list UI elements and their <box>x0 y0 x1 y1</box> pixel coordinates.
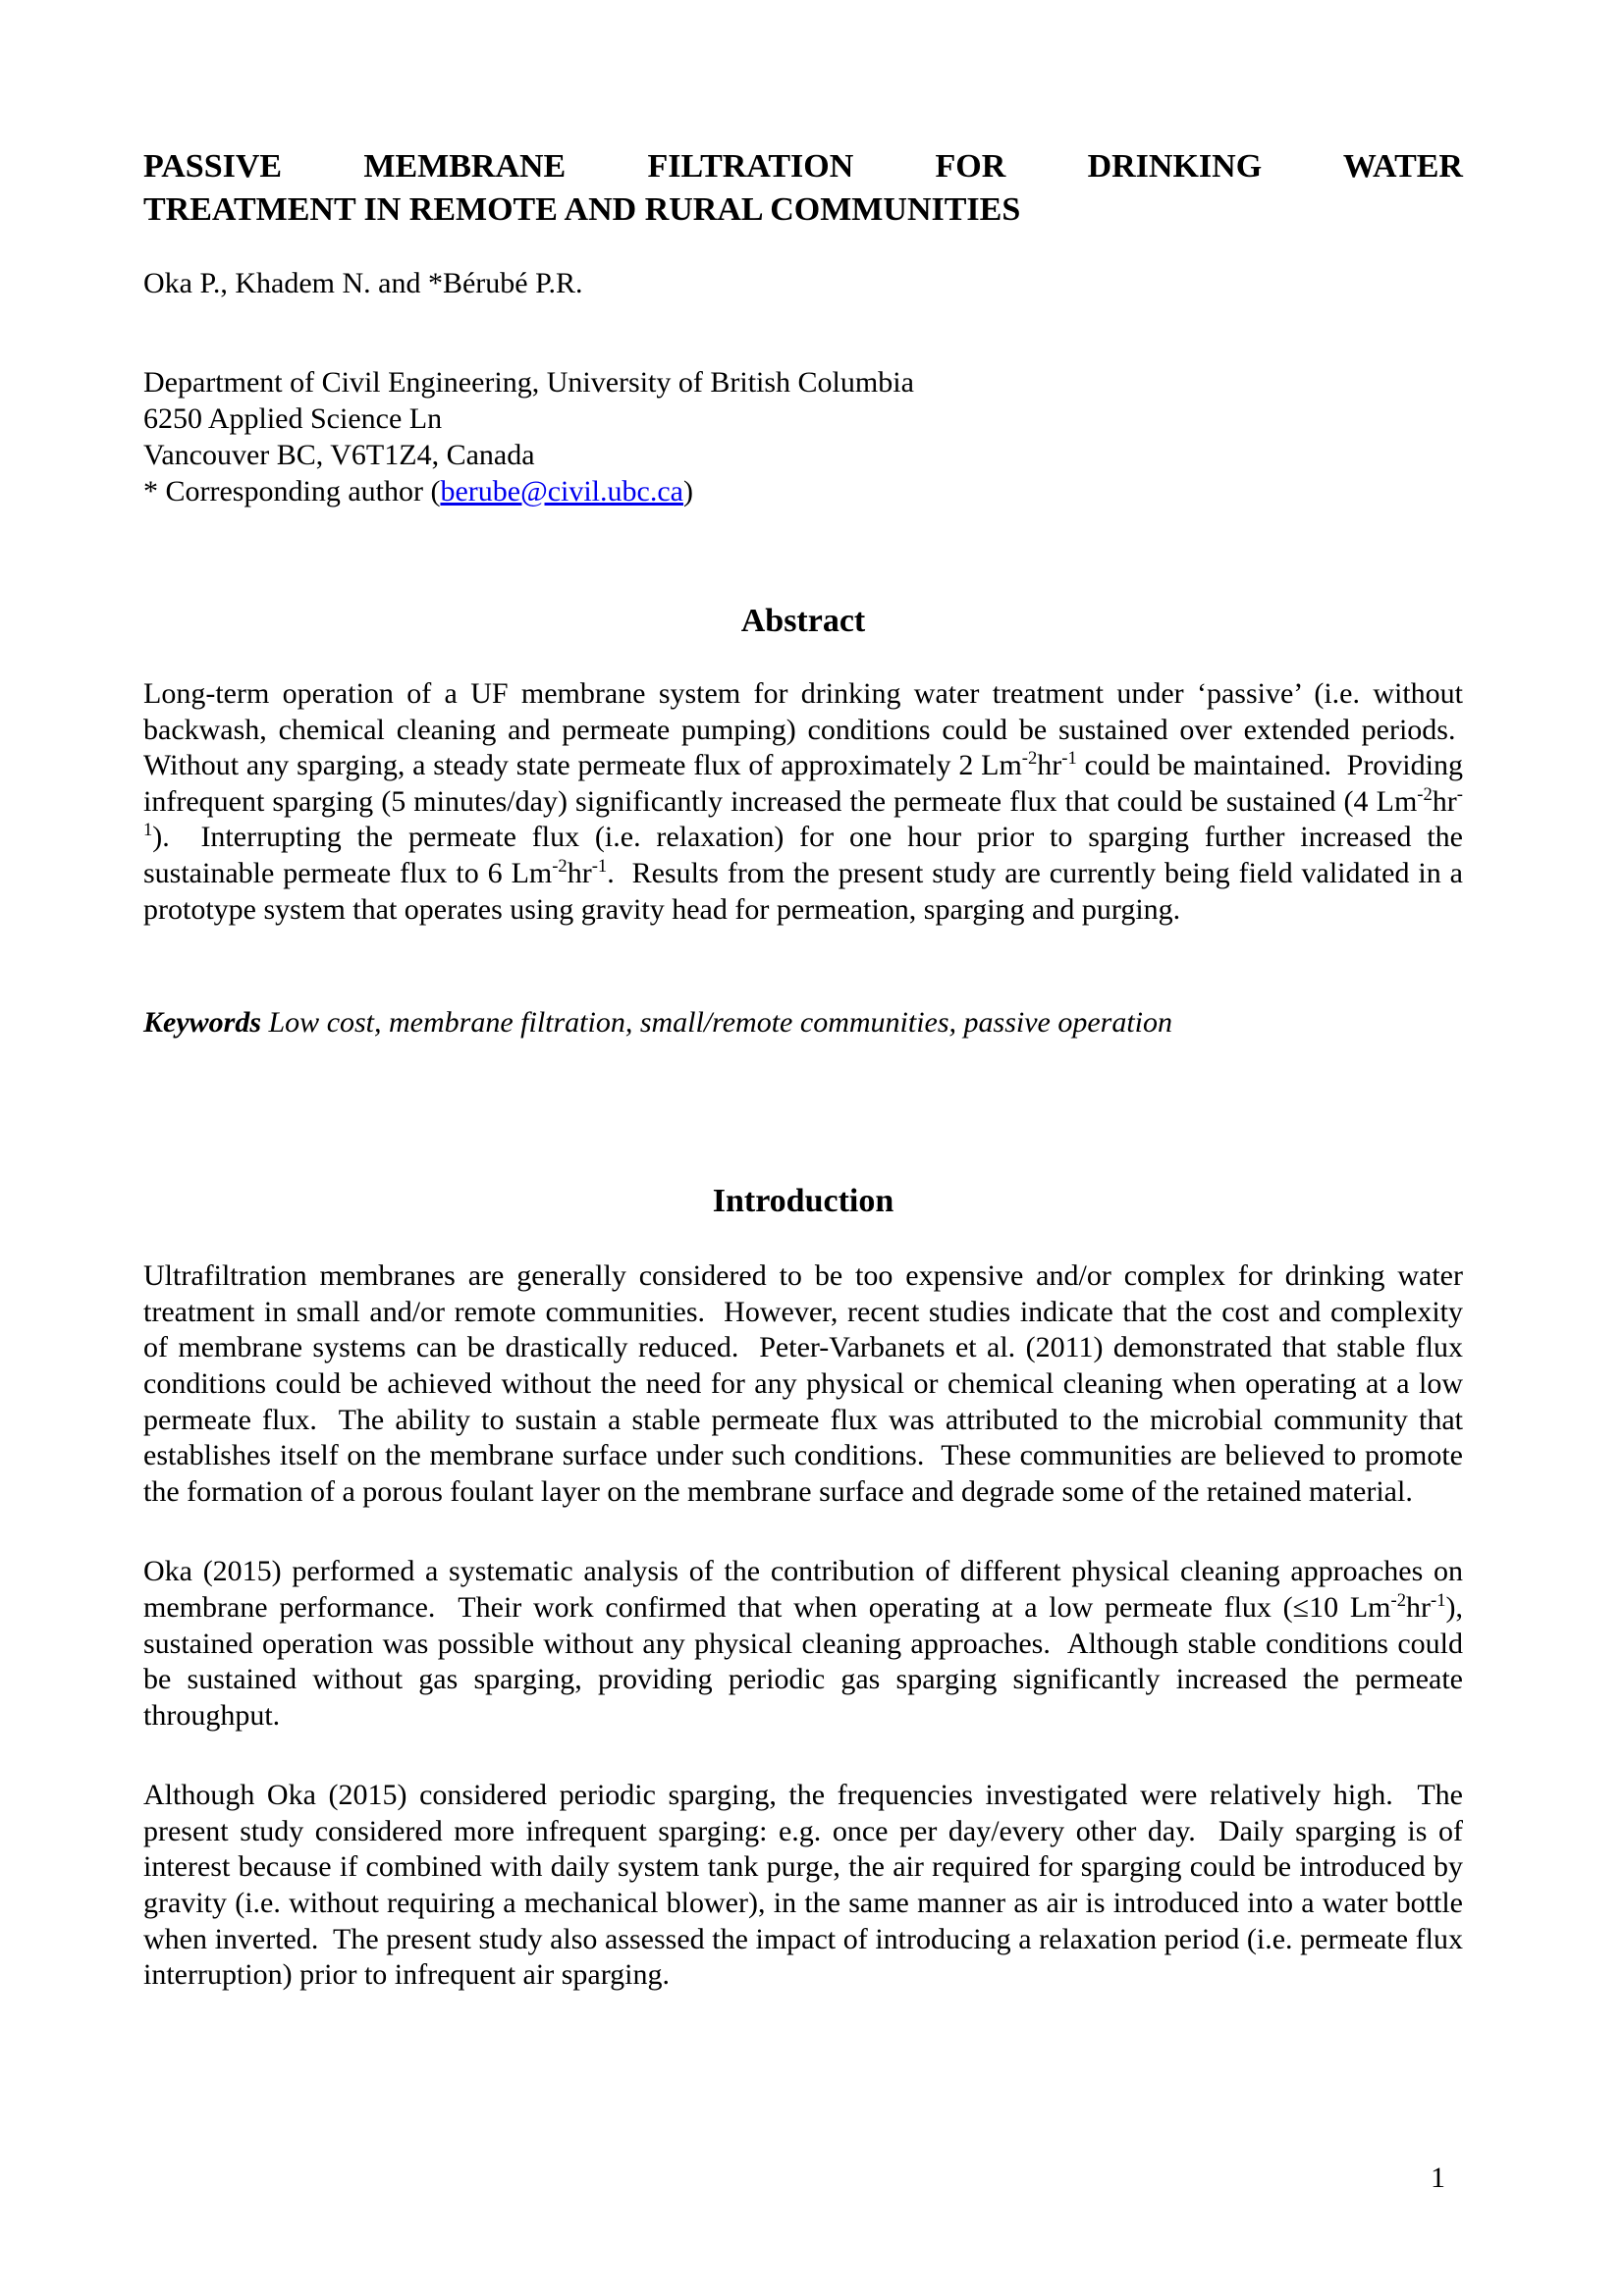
intro-paragraph-1: Ultrafiltration membranes are generally considered to be too expensive and/or complex for drinking water treatment in small and/or remote communities. However, recent studies indicate that the cost and complexity of membrane systems can be drastically reduced. Peter-Varbanets et al. (2011) demonstrated that stable flux conditions could be achieved without the need for any physical or chemical cleaning when operating at a low permeate flux. The ability to sustain a stable permeate flux was attributed to the microbial community that establishes itself on the membrane surface under such conditions. These communities are believed to promote the formation of a porous foulant layer on the membrane surface and degrade some of the retained material. <box>143 1259 1463 1508</box>
intro-paragraph-3: Although Oka (2015) considered periodic sparging, the frequencies investigated were relatively high. The present study considered more infrequent sparging: e.g. once per day/every other day. Daily sparging is of interest because if combined with daily system tank purge, the air required for sparging could be introduced by gravity (i.e. without requiring a mechanical blower), in the same manner as air is introduced into a water bottle when inverted. The present study also assessed the impact of introducing a relaxation period (i.e. permeate flux interruption) prior to infrequent air sparging. <box>143 1779 1463 1992</box>
affiliation-line-department: Department of Civil Engineering, University of British Columbia <box>143 366 914 399</box>
affiliation-line-street: 6250 Applied Science Ln <box>143 402 443 435</box>
email-link[interactable]: berube@civil.ubc.ca <box>440 475 683 507</box>
paper-title-line-2: TREATMENT IN REMOTE AND RURAL COMMUNITIES <box>143 191 1021 228</box>
corresponding-author-line: * Corresponding author (berube@civil.ubc.ca) <box>143 475 693 507</box>
paper-title-line-1: PASSIVE MEMBRANE FILTRATION FOR DRINKING WATER <box>143 148 1463 185</box>
authors-line: Oka P., Khadem N. and *Bérubé P.R. <box>143 267 583 299</box>
paper-title <box>143 145 1463 232</box>
page-number: 1 <box>1431 2162 1445 2194</box>
introduction-heading: Introduction <box>712 1183 894 1220</box>
affiliation-line-city: Vancouver BC, V6T1Z4, Canada <box>143 439 535 471</box>
abstract-heading: Abstract <box>740 603 866 639</box>
page-content <box>143 0 1463 2023</box>
keywords-line: Keywords Low cost, membrane filtration, small/remote communities, passive operation <box>143 1006 1172 1040</box>
abstract-paragraph: Long-term operation of a UF membrane system for drinking water treatment under ‘passive’ (i.e. without backwash, chemical cleaning and permeate pumping) conditions could be sustained over extended periods. Without any sparging, a steady state permeate flux of approximately 2 $Lm^{-2}hr^{-1}$ could be maintained. Providing infrequent sparging (5 minutes/day) significantly increased the permeate flux that could be sustained (4 $Lm^{-2}hr^{-1}$). Interrupting the permeate flux (i.e. relaxation) for one hour prior to sparging further increased the sustainable permeate flux to 6 $Lm^{-2}hr^{-1}$. Results from the present study are currently being field validated in a prototype system that operates using gravity head for permeation, sparging and purging. <box>143 677 1463 926</box>
affiliation-block <box>143 364 1463 509</box>
intro-paragraph-2: Oka (2015) performed a systematic analysis of the contribution of different physical cleaning approaches on membrane performance. Their work confirmed that when operating at a low permeate flux (≤10 $Lm^{-2}hr^{-1}$), sustained operation was possible without any physical cleaning approaches. Although stable conditions could be sustained without gas sparging, providing periodic gas sparging significantly increased the permeate throughput. <box>143 1555 1463 1732</box>
